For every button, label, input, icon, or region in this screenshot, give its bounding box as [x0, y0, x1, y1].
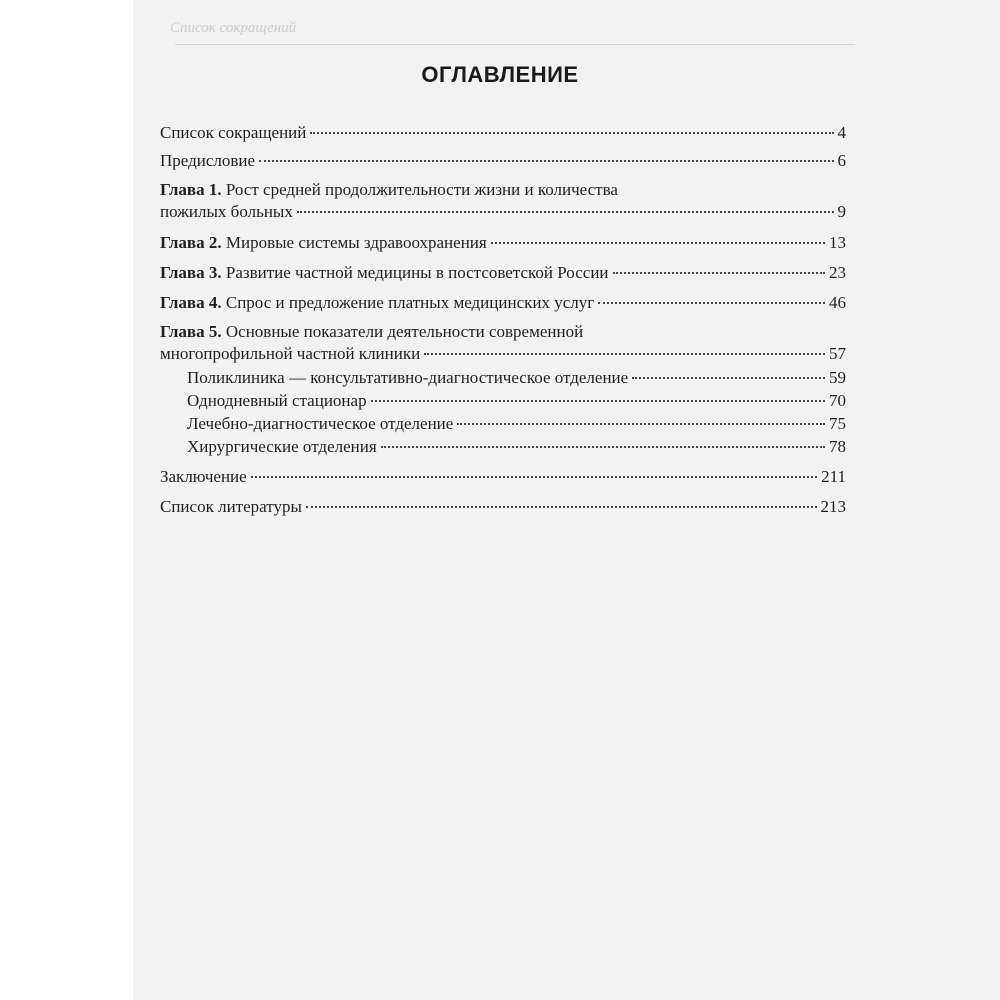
toc-page-number: 59 — [829, 368, 846, 387]
toc-page-number: 78 — [829, 437, 846, 456]
toc-entry-text: Мировые системы здравоохранения — [225, 233, 487, 252]
toc-page-number: 57 — [829, 344, 846, 363]
toc-subentry-day-hospital[interactable] — [160, 390, 846, 412]
toc-entry-chapter-1[interactable] — [160, 179, 846, 223]
leader-dots — [371, 400, 825, 402]
page-title: ОГЛАВЛЕНИЕ — [421, 62, 579, 87]
leader-dots — [613, 272, 825, 274]
leader-dots — [381, 446, 825, 448]
toc-page-number: 46 — [829, 293, 846, 312]
bleed-through-header: Список сокращений — [170, 20, 297, 36]
toc-entry-text: Список литературы — [160, 497, 302, 516]
chapter-label: Глава 1. — [160, 180, 222, 199]
toc-page-number: 70 — [829, 391, 846, 410]
scan-margin — [0, 0, 133, 1000]
leader-dots — [306, 506, 817, 508]
toc-entry-text: Поликлиника — консультативно-диагностическое отделение — [187, 368, 629, 387]
toc-entry-text: Хирургические отделения — [187, 437, 377, 456]
toc-page-number: 6 — [837, 151, 846, 170]
leader-dots — [491, 242, 825, 244]
toc-page-number: 23 — [829, 263, 846, 282]
toc-entry-text: Развитие частной медицины в постсоветской России — [225, 263, 609, 282]
toc-entry-chapter-4[interactable] — [160, 292, 846, 314]
toc-entry-chapter-5[interactable] — [160, 321, 846, 365]
toc-entry-text: Спрос и предложение платных медицинских услуг — [225, 293, 595, 312]
bleed-through-rule — [175, 44, 855, 45]
toc-entry-abbreviations[interactable] — [160, 122, 846, 144]
toc-entry-references[interactable] — [160, 496, 846, 518]
toc-entry-text: Основные показатели деятельности современной — [225, 322, 584, 341]
leader-dots — [457, 423, 825, 425]
toc-subentry-surgical-departments[interactable] — [160, 436, 846, 458]
chapter-label: Глава 3. — [160, 263, 222, 282]
leader-dots — [310, 132, 833, 134]
toc-entry-text: Рост средней продолжительности жизни и количества — [225, 180, 618, 199]
toc-entry-preface[interactable] — [160, 150, 846, 172]
toc-entry-text: Лечебно-диагностическое отделение — [187, 414, 454, 433]
toc-page-number: 75 — [829, 414, 846, 433]
toc-subentry-polyclinic[interactable] — [160, 367, 846, 389]
leader-dots — [598, 302, 825, 304]
leader-dots — [424, 353, 825, 355]
chapter-label: Глава 5. — [160, 322, 222, 341]
toc-page-number: 9 — [837, 202, 846, 221]
toc-subentry-diagnostic-department[interactable] — [160, 413, 846, 435]
leader-dots — [259, 160, 833, 162]
chapter-label: Глава 4. — [160, 293, 222, 312]
toc-entry-chapter-2[interactable] — [160, 232, 846, 254]
toc-page-number: 4 — [837, 123, 846, 142]
toc-entry-conclusion[interactable] — [160, 466, 846, 488]
toc-page-number: 211 — [821, 467, 846, 486]
toc-entry-chapter-3[interactable] — [160, 262, 846, 284]
leader-dots — [251, 476, 817, 478]
toc-entry-text-continued: пожилых больных — [160, 202, 293, 221]
toc-page-number: 213 — [820, 497, 846, 516]
toc-entry-text: Список сокращений — [160, 123, 307, 142]
leader-dots — [632, 377, 825, 379]
toc-entry-text: Заключение — [160, 467, 247, 486]
toc-page-number: 13 — [829, 233, 846, 252]
toc-entry-text: Предисловие — [160, 151, 256, 170]
toc-entry-text: Однодневный стационар — [187, 391, 367, 410]
toc-entry-text-continued: многопрофильной частной клиники — [160, 344, 421, 363]
chapter-label: Глава 2. — [160, 233, 222, 252]
leader-dots — [297, 211, 834, 213]
